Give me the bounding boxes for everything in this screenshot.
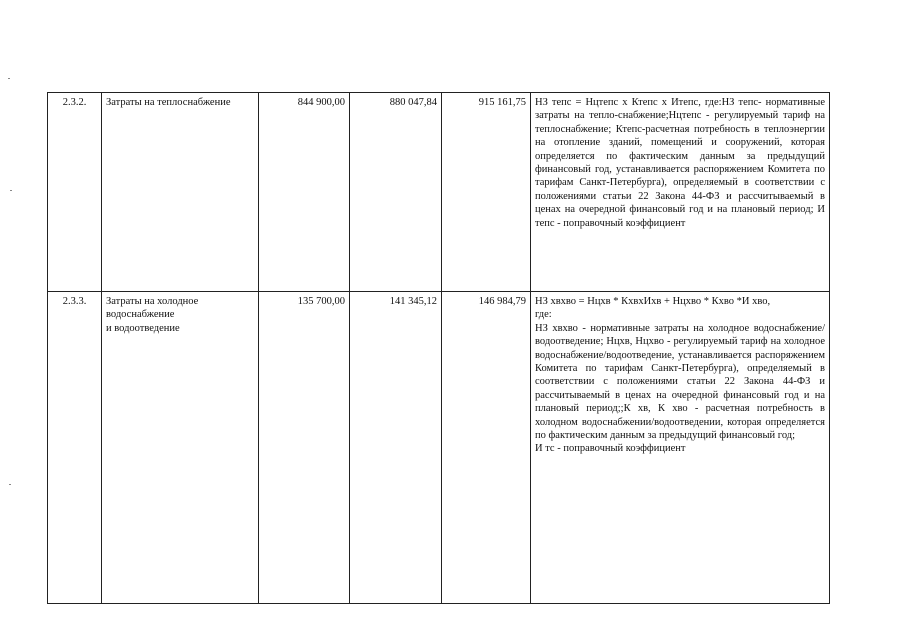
cost-value-year1: 844 900,00 bbox=[259, 93, 350, 292]
cost-item-name-line: Затраты на холодное bbox=[106, 296, 199, 307]
table-row bbox=[48, 292, 830, 604]
scan-speck bbox=[9, 484, 11, 485]
definition-paragraph: НЗ хвхво - нормативные затраты на холодное водоснабжение/водоотведение; Нцхв, Нцхво - регулируемый тариф на холодное водоснабжение/водоотведение, устанавливается распоряжением Комитета по тарифам Санкт-Петербурга), определяемый в соответствии с положениями статьи 22 Закона 44-ФЗ и рассчитываемый в ценах на очередной финансовый год и на плановый период;;К хв, К хво - расчетная потребность в холодном водоснабжении/водоотведении, которая определяется по фактическим данным за предыдущий финансовый год; bbox=[535, 322, 825, 442]
cost-item-name-line: водоснабжение bbox=[106, 309, 175, 321]
calculation-description: НЗ тепс = Нцтепс х Ктепс х Итепс, где:НЗ тепс- нормативные затраты на тепло-снабжение;Нцтепс - регулируемый тариф на теплоснабжение; Ктепс-расчетная потребность в теплоэнергии на отопление зданий, помещений и сооружений, которая определяется по фактическим данным за предыдущий финансовый год, устанавливается распоряжением Комитета по тарифам Санкт-Петербурга), определяемый в соответствии с положениями статьи 22 Закона 44-ФЗ и рассчитываемый в ценах на очередной финансовый год и на плановый период; И тепс - поправочный коэффициент bbox=[531, 93, 830, 292]
formula-line: НЗ хвхво = Нцхв * КхвхИхв + Нцхво * Кхво *И хво, bbox=[535, 296, 771, 307]
scan-speck bbox=[10, 190, 12, 191]
coefficient-line: И тс - поправочный коэффициент bbox=[535, 443, 686, 455]
cost-value-year1: 135 700,00 bbox=[259, 292, 350, 604]
cost-value-year3: 146 984,79 bbox=[442, 292, 531, 604]
table-row bbox=[48, 93, 830, 292]
where-line: где: bbox=[535, 309, 552, 321]
row-code: 2.3.3. bbox=[48, 292, 102, 604]
cost-table bbox=[47, 92, 830, 604]
cost-value-year2: 141 345,12 bbox=[350, 292, 442, 604]
calculation-description bbox=[531, 292, 830, 604]
row-code: 2.3.2. bbox=[48, 93, 102, 292]
cost-item-name-line: и водоотведение bbox=[106, 322, 180, 334]
cost-item-name: Затраты на теплоснабжение bbox=[102, 93, 259, 292]
cost-value-year3: 915 161,75 bbox=[442, 93, 531, 292]
scan-speck bbox=[8, 78, 10, 79]
cost-value-year2: 880 047,84 bbox=[350, 93, 442, 292]
cost-item-name bbox=[102, 292, 259, 604]
